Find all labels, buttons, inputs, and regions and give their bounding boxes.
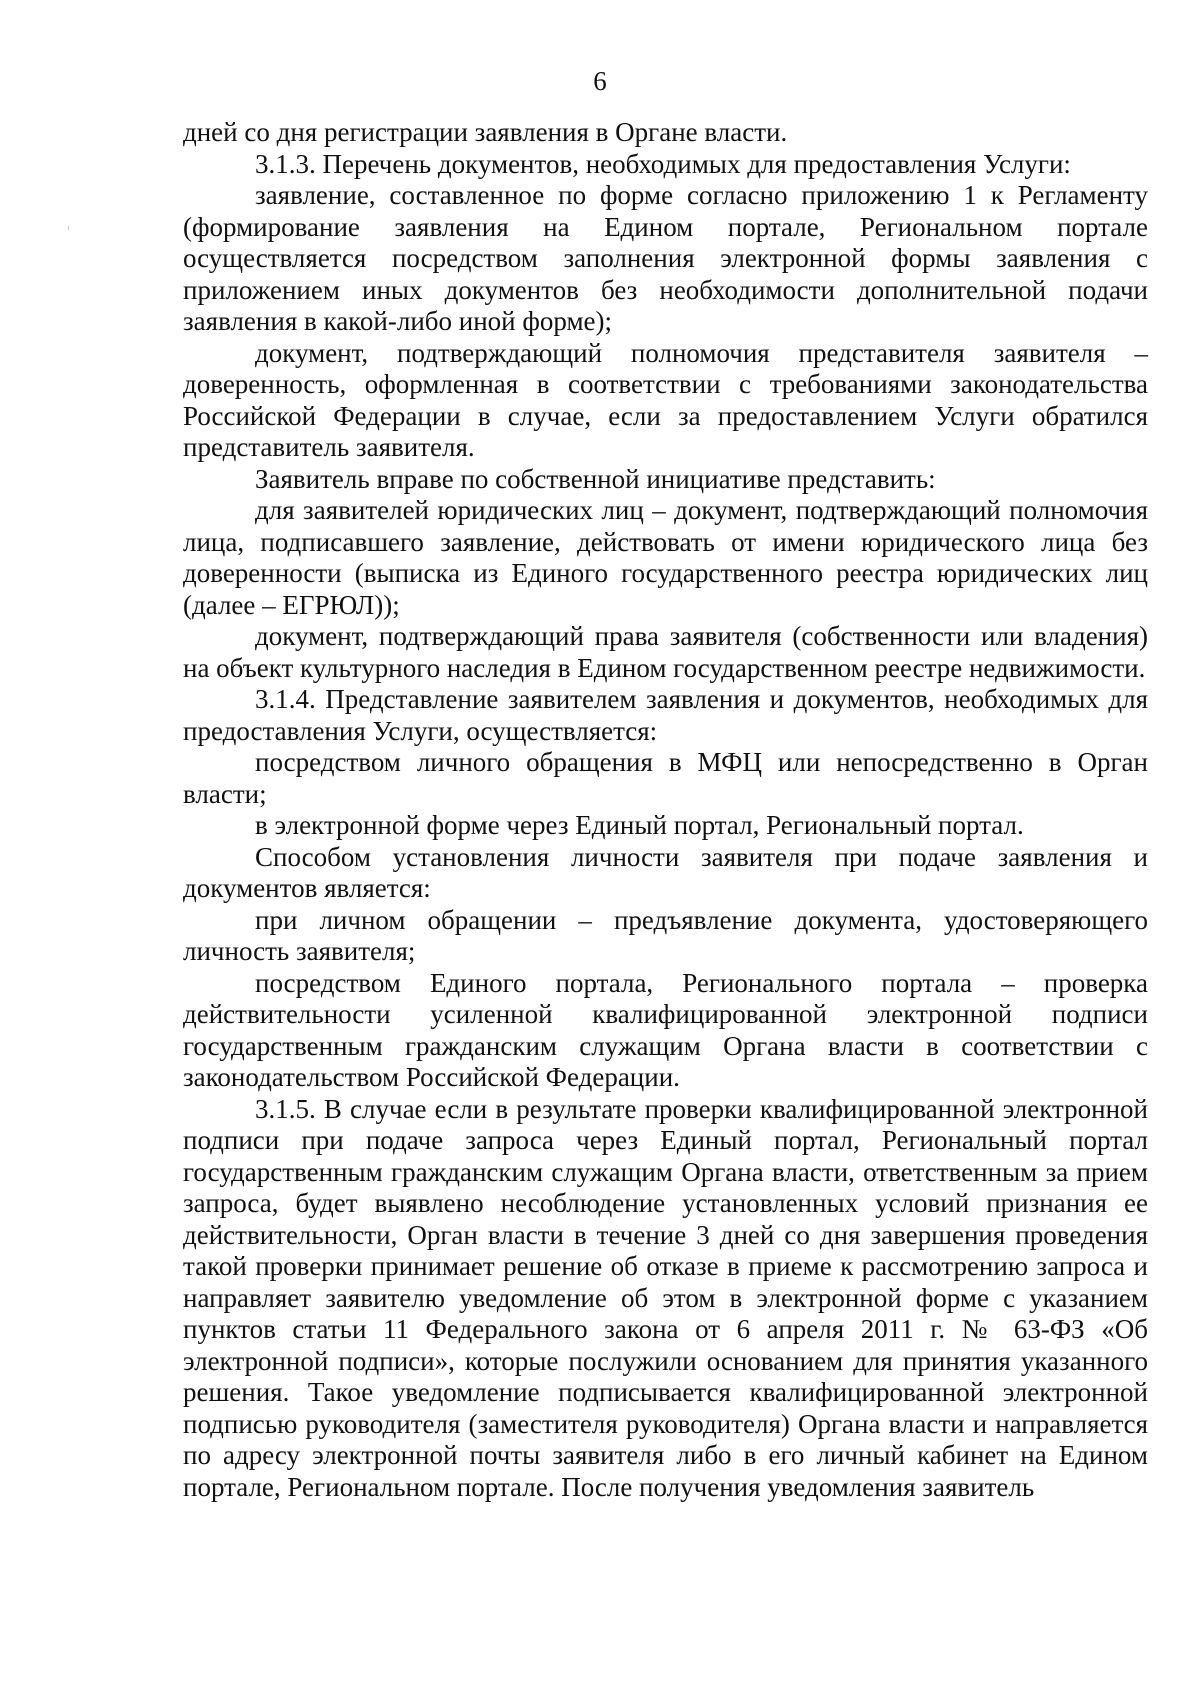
paragraph-14: 3.1.5. В случае если в результате проверки квалифицированной электронной подписи при подаче запроса через Единый портал, Региональный портал государственным гражданским служащим Органа власти, ответственным за прием запроса, будет выявлено несоблюдение установленных условий признания ее действительности, Орган власти в течение 3 дней со дня завершения проведения такой проверки принимает решение об отказе в приеме к рассмотрению запроса и направляет заявителю уведомление об этом в электронной форме с указанием пунктов статьи 11 Федерального закона от 6 апреля 2011 г. № 63-ФЗ «Об электронной подписи», которые послужили основанием для принятия указанного решения. Такое уведомление подписывается квалифицированной электронной подписью руководителя (заместителя руководителя) Органа власти и направляется по адресу электронной почты заявителя либо в его личный кабинет на Едином портале, Региональном портале. После получения уведомления заявитель xyxy=(183,1093,1148,1502)
paragraph-11: Способом установления личности заявителя при подаче заявления и документов является: xyxy=(183,841,1148,903)
paragraph-13: посредством Единого портала, Регионального портала – проверка действительности усиленной квалифицированной электронной подписи государственным гражданским служащим Органа власти в соответствии с законодательством Российской Федерации. xyxy=(183,967,1148,1092)
page-number: 6 xyxy=(593,66,607,96)
paragraph-8: 3.1.4. Представление заявителем заявления и документов, необходимых для предоставления Услуги, осуществляется: xyxy=(183,684,1148,746)
paragraph-2: 3.1.3. Перечень документов, необходимых для предоставления Услуги: xyxy=(255,148,1071,179)
paragraph-7: документ, подтверждающий права заявителя (собственности или владения) на объект культурного наследия в Едином государственном реестре недвижимости. xyxy=(183,621,1148,683)
scan-margin-mark xyxy=(68,226,69,230)
paragraph-1: дней со дня регистрации заявления в Органе власти. xyxy=(183,117,788,147)
paragraph-6: для заявителей юридических лиц – документ, подтверждающий полномочия лица, подписавшего заявление, действовать от имени юридического лица без доверенности (выписка из Единого государственного реестра юридических лиц (далее – ЕГРЮЛ)); xyxy=(183,495,1148,620)
paragraph-4: документ, подтверждающий полномочия представителя заявителя – доверенность, оформленная в соответствии с требованиями законодательства Российской Федерации в случае, если за предоставлением Услуги обратился представитель заявителя. xyxy=(183,337,1148,462)
paragraph-9: посредством личного обращения в МФЦ или непосредственно в Орган власти; xyxy=(183,747,1148,809)
paragraph-12: при личном обращении – предъявление документа, удостоверяющего личность заявителя; xyxy=(183,904,1148,966)
paragraph-3: заявление, составленное по форме согласно приложению 1 к Регламенту (формирование заявления на Едином портале, Региональном портале осуществляется посредством заполнения электронной формы заявления с приложением иных документов без необходимости дополнительной подачи заявления в какой-либо иной форме); xyxy=(183,180,1148,336)
paragraph-10: в электронной форме через Единый портал, Региональный портал. xyxy=(255,810,1024,840)
paragraph-5: Заявитель вправе по собственной инициативе представить: xyxy=(255,463,936,494)
body-text xyxy=(183,117,1148,1503)
